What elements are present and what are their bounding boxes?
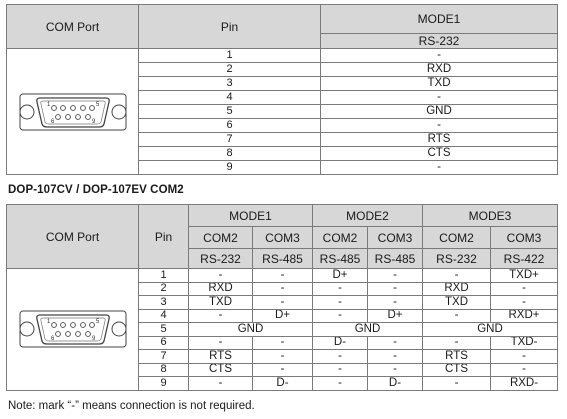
port-header: COM2 (189, 227, 253, 249)
signal-cell: D- (368, 377, 423, 391)
signal-cell: D- (313, 336, 368, 350)
signal-cell: D- (253, 377, 313, 391)
signal-cell: - (253, 336, 313, 350)
pin-number-cell: 2 (139, 282, 189, 296)
db9-connector-icon (7, 269, 139, 391)
signal-cell: - (368, 336, 423, 350)
signal-cell: - (321, 161, 558, 175)
pin-header: Pin (139, 205, 189, 269)
signal-cell: - (491, 282, 558, 296)
signal-cell: TXD- (491, 336, 558, 350)
pin-number-cell: 8 (139, 147, 321, 161)
signal-cell: - (253, 269, 313, 283)
signal-cell: RXD (423, 282, 491, 296)
gnd-cell: GND (313, 323, 423, 337)
signal-cell: - (313, 309, 368, 323)
section-heading: DOP-107CV / DOP-107EV COM2 (8, 184, 184, 196)
pin-number-cell: 9 (139, 377, 189, 391)
signal-cell: - (491, 296, 558, 310)
signal-cell: - (491, 363, 558, 377)
pin-number-cell: 7 (139, 133, 321, 147)
signal-cell: - (189, 269, 253, 283)
pin-number-cell: 4 (139, 91, 321, 105)
standard-header: RS-232 (321, 34, 558, 49)
pin-label-6: 6 (50, 118, 54, 125)
signal-cell: D+ (368, 309, 423, 323)
signal-cell: CTS (423, 363, 491, 377)
signal-cell: - (368, 269, 423, 283)
signal-cell: - (321, 49, 558, 63)
pin-number-cell: 6 (139, 119, 321, 133)
mode2-header: MODE2 (313, 205, 423, 227)
signal-cell: RXD- (491, 377, 558, 391)
signal-cell: - (423, 309, 491, 323)
signal-cell: RXD (321, 63, 558, 77)
pin-number-cell: 4 (139, 309, 189, 323)
signal-cell: - (313, 350, 368, 364)
pin-label-1: 1 (46, 319, 50, 326)
standard-header: RS-485 (368, 249, 423, 269)
signal-cell: - (253, 363, 313, 377)
pin-number-cell: 5 (139, 105, 321, 119)
signal-cell: - (368, 282, 423, 296)
standard-header: RS-485 (313, 249, 368, 269)
signal-cell: D+ (253, 309, 313, 323)
pin-header: Pin (139, 5, 321, 49)
signal-cell: TXD (189, 296, 253, 310)
standard-header: RS-232 (189, 249, 253, 269)
signal-cell: TXD (423, 296, 491, 310)
signal-cell: CTS (321, 147, 558, 161)
signal-cell: RXD+ (491, 309, 558, 323)
signal-cell: - (189, 377, 253, 391)
signal-cell: - (313, 282, 368, 296)
signal-cell: CTS (189, 363, 253, 377)
com-port-table-1 (6, 4, 558, 175)
signal-cell: RXD (189, 282, 253, 296)
gnd-cell: GND (423, 323, 558, 337)
port-header: COM3 (368, 227, 423, 249)
signal-cell: TXD+ (491, 269, 558, 283)
gnd-cell: GND (189, 323, 313, 337)
signal-cell: - (189, 309, 253, 323)
signal-cell: - (368, 363, 423, 377)
com-port-table-2 (6, 204, 558, 391)
pin-label-1: 1 (46, 101, 50, 108)
pin-number-cell: 3 (139, 296, 189, 310)
table-row (7, 49, 558, 63)
table-row (7, 269, 558, 283)
com-port-header: COM Port (7, 5, 139, 49)
signal-cell: - (189, 336, 253, 350)
pin-number-cell: 3 (139, 77, 321, 91)
signal-cell: - (313, 377, 368, 391)
pin-label-9: 9 (91, 336, 95, 343)
signal-cell: - (368, 350, 423, 364)
signal-cell: - (423, 377, 491, 391)
signal-cell: - (423, 336, 491, 350)
standard-header: RS-422 (491, 249, 558, 269)
signal-cell: - (491, 350, 558, 364)
signal-cell: - (253, 282, 313, 296)
signal-cell: - (313, 296, 368, 310)
pin-number-cell: 7 (139, 350, 189, 364)
signal-cell: - (321, 119, 558, 133)
signal-cell: GND (321, 105, 558, 119)
port-header: COM2 (423, 227, 491, 249)
signal-cell: RTS (423, 350, 491, 364)
port-header: COM3 (491, 227, 558, 249)
pin-number-cell: 2 (139, 63, 321, 77)
signal-cell: - (253, 296, 313, 310)
mode-header: MODE1 (321, 5, 558, 34)
signal-cell: - (313, 363, 368, 377)
signal-cell: RTS (321, 133, 558, 147)
footnote: Note: mark “-” means connection is not required. (8, 400, 255, 412)
mode1-header: MODE1 (189, 205, 313, 227)
pin-number-cell: 1 (139, 269, 189, 283)
pin-number-cell: 5 (139, 323, 189, 337)
pin-label-5: 5 (95, 101, 99, 108)
standard-header: RS-232 (423, 249, 491, 269)
pin-number-cell: 6 (139, 336, 189, 350)
pin-number-cell: 8 (139, 363, 189, 377)
signal-cell: - (368, 296, 423, 310)
pin-label-6: 6 (50, 336, 54, 343)
port-header: COM2 (313, 227, 368, 249)
signal-cell: - (423, 269, 491, 283)
mode3-header: MODE3 (423, 205, 558, 227)
port-header: COM3 (253, 227, 313, 249)
signal-cell: - (321, 91, 558, 105)
pin-label-9: 9 (91, 118, 95, 125)
pin-label-5: 5 (95, 319, 99, 326)
standard-header: RS-485 (253, 249, 313, 269)
com-port-header: COM Port (7, 205, 139, 269)
signal-cell: D+ (313, 269, 368, 283)
db9-connector-icon (7, 49, 139, 175)
pin-number-cell: 1 (139, 49, 321, 63)
signal-cell: - (253, 350, 313, 364)
pin-number-cell: 9 (139, 161, 321, 175)
signal-cell: RTS (189, 350, 253, 364)
signal-cell: TXD (321, 77, 558, 91)
